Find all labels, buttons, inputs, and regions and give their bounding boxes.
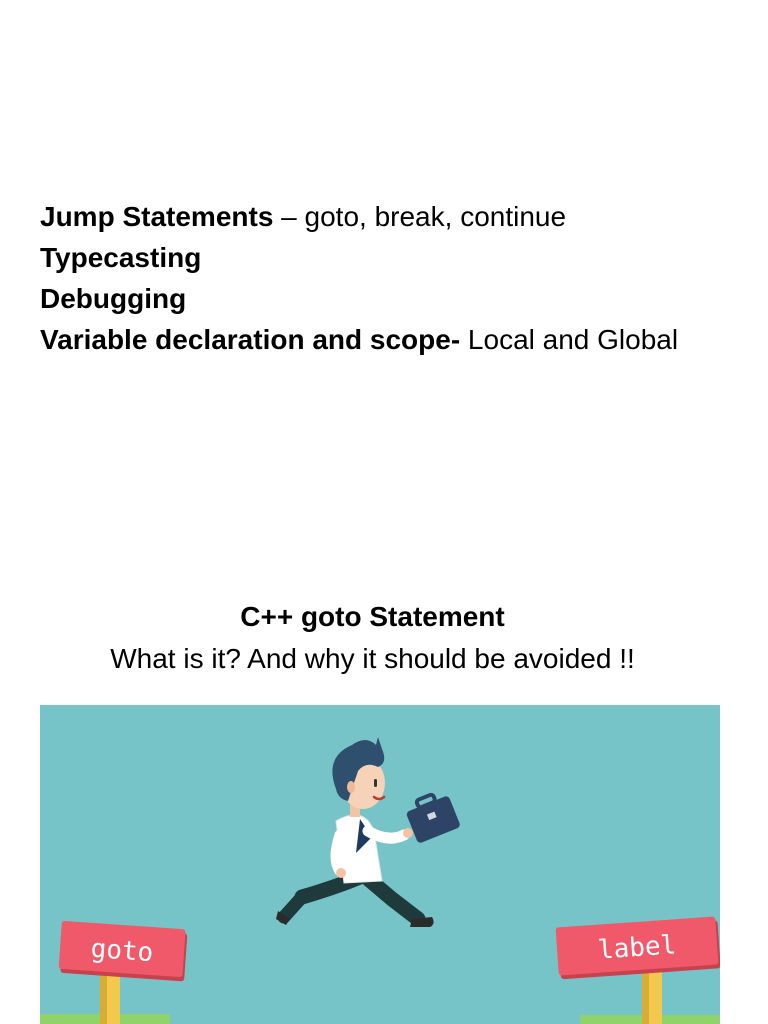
section-title: C++ goto Statement	[240, 601, 505, 632]
goto-sign-label: goto	[89, 933, 155, 969]
label-sign	[556, 916, 720, 1024]
section-subtitle: What is it? And why it should be avoided !!	[110, 643, 635, 674]
topic-jump-statements	[40, 196, 760, 237]
topic-list	[40, 196, 760, 360]
illustration-canvas	[40, 705, 720, 1024]
topic-detail: – goto, break, continue	[273, 201, 567, 232]
topic-title: Variable declaration and scope-	[40, 324, 461, 355]
topic-debugging	[40, 278, 760, 319]
topic-title: Debugging	[40, 283, 187, 314]
topic-typecasting	[40, 237, 760, 278]
topic-variable-scope	[40, 319, 760, 360]
topic-title: Jump Statements	[40, 201, 274, 232]
goto-illustration	[40, 705, 720, 1024]
topic-detail: Local and Global	[460, 324, 679, 355]
goto-sign	[58, 921, 187, 1024]
topic-title: Typecasting	[40, 242, 202, 273]
label-sign-label: label	[597, 930, 678, 966]
running-man-icon	[276, 737, 461, 927]
